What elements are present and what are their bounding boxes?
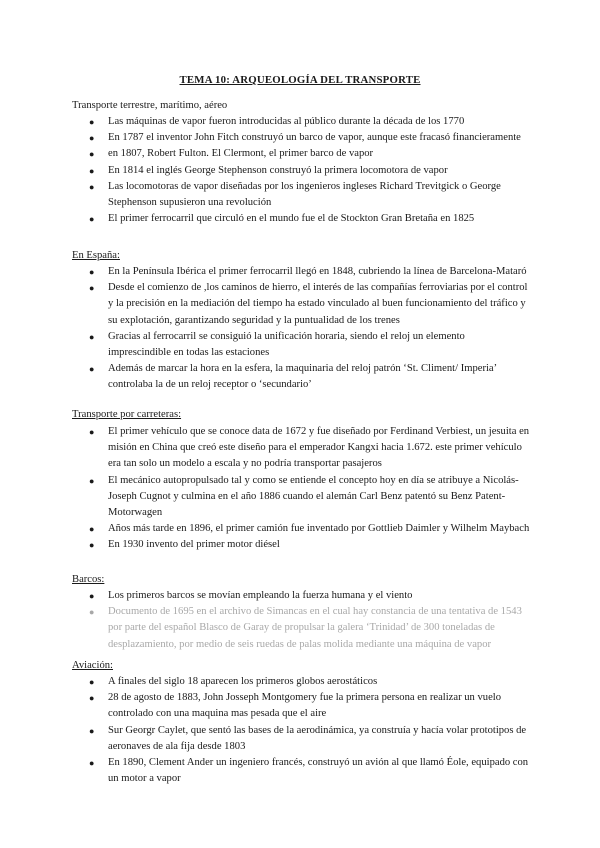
bullet-icon: ● — [89, 475, 95, 486]
list-item: ● En la Península Ibérica el primer ferrocarril llegó en 1848, cubriendo la línea de Barcelona-Mataró — [0, 264, 600, 280]
bullet-icon: ● — [89, 149, 95, 160]
list-item: ● Las máquinas de vapor fueron introducidas al público durante la década de los 1770 — [0, 114, 600, 130]
list-item: ● Los primeros barcos se movían empleando la fuerza humana y el viento — [0, 588, 600, 604]
section-heading-roads: Transporte por carreteras: — [72, 409, 182, 420]
list-item: ● A finales del siglo 18 aparecen los primeros globos aerostáticos — [0, 674, 600, 690]
bullet-icon: ● — [89, 758, 95, 769]
section-heading-spain: En España: — [72, 250, 120, 261]
section-general-list — [0, 114, 600, 227]
bullet-icon: ● — [89, 117, 95, 127]
list-item: ● Documento de 1695 en el archivo de Simancas en el cual hay constancia de una tentativa de 1543 por parte del español Blasco de Garay de propulsar la galera ‘Trinidad’ de 300 toneladas de desplazamiento, por medio de seis ruedas de palas molida mediante una máquina de vapor — [89, 606, 522, 650]
list-item: ● Sur Georgr Caylet, que sentó las bases de la aerodinámica, ya construía y hacía volar prototipos de aeronaves de ala fija desde 1803 — [89, 724, 527, 752]
list-item: ● En 1890, Clement Ander un ingeniero francés, construyó un avión al que llamó Éole, equipado con un motor a vapor — [89, 757, 529, 785]
bullet-icon: ● — [89, 181, 95, 192]
list-item: ● Años más tarde en 1896, el primer camión fue inventado por Gottlieb Daimler y Wilhelm Maybach — [0, 521, 600, 537]
list-item: ● El primer vehículo que se conoce data de 1672 y fue diseñado por Ferdinand Verbiest, un jesuita en misión en China que creó este diseño para el emperador Kangxi hacia 1.672. este primer vehículo era tan solo un modelo a escala y no podría transportar pasajeros — [89, 426, 530, 470]
bullet-icon: ● — [89, 214, 95, 225]
bullet-icon: ● — [89, 524, 95, 535]
bullet-icon: ● — [89, 693, 95, 704]
bullet-icon: ● — [89, 165, 95, 176]
list-item: ● En 1814 el inglés George Stephenson construyó la primera locomotora de vapor — [0, 163, 600, 179]
bullet-icon: ● — [89, 133, 95, 144]
bullet-icon: ● — [89, 607, 95, 618]
list-item: ● 28 de agosto de 1883, John Josseph Montgomery fue la primera persona en realizar un vuelo controlado con una maquina mas pesada que el aire — [89, 692, 502, 720]
section-spain-list — [0, 264, 600, 394]
document-title: TEMA 10: ARQUEOLOGÍA DEL TRANSPORTE — [179, 74, 421, 86]
list-item: ● El mecánico autopropulsado tal y como se entiende el concepto hoy en día se atribuye a Nicolás-Joseph Cugnot y culmina en el año 1886 cuando el alemán Carl Benz patentó su Benz Patent-Motorwagen — [89, 474, 519, 519]
bullet-icon: ● — [89, 677, 95, 687]
bullet-icon: ● — [89, 427, 95, 437]
list-item: ● El primer ferrocarril que circuló en el mundo fue el de Stockton Gran Bretaña en 1825 — [0, 211, 600, 227]
bullet-icon: ● — [89, 267, 95, 277]
section-aviation-list — [0, 674, 600, 787]
list-item: ● En 1787 el inventor John Fitch construyó un barco de vapor, aunque este fracasó financieramente — [0, 130, 600, 146]
section-heading-aviation: Aviación: — [72, 660, 113, 671]
list-item: ● Gracias al ferrocarril se consiguió la unificación horaria, siendo el reloj un elemento imprescindible en todas las estaciones — [89, 330, 465, 359]
list-item: ● En 1930 invento del primer motor diésel — [0, 537, 600, 553]
bullet-icon: ● — [89, 364, 95, 375]
list-item: ● en 1807, Robert Fulton. El Clermont, el primer barco de vapor — [0, 146, 600, 162]
section-heading-ships: Barcos: — [72, 574, 105, 585]
bullet-icon: ● — [89, 331, 95, 342]
bullet-icon: ● — [89, 725, 95, 736]
list-item: ● Las locomotoras de vapor diseñadas por los ingenieros ingleses Richard Trevitgick o George Stephenson supusieron una revolución — [89, 180, 501, 209]
bullet-icon: ● — [89, 591, 95, 601]
bullet-icon: ● — [89, 283, 95, 294]
intro-line: Transporte terrestre, marítimo, aéreo — [72, 100, 228, 111]
section-roads-list — [0, 424, 600, 554]
list-item: ● Además de marcar la hora en la esfera, la maquinaria del reloj patrón ‘St. Climent/ Imperia’ controlaba la de un reloj receptor o ‘secundario’ — [89, 363, 497, 391]
bullet-icon: ● — [89, 540, 95, 551]
list-item: ● Desde el comienzo de ,los caminos de hierro, el interés de las compañías ferroviarias por el control y la precisión en la mediación del tiempo ha estado vinculado al buen funcionamiento del tráfico y su explotación, garantizando seguridad y la puntualidad de los trenes — [89, 282, 528, 326]
section-ships-list — [0, 588, 600, 653]
